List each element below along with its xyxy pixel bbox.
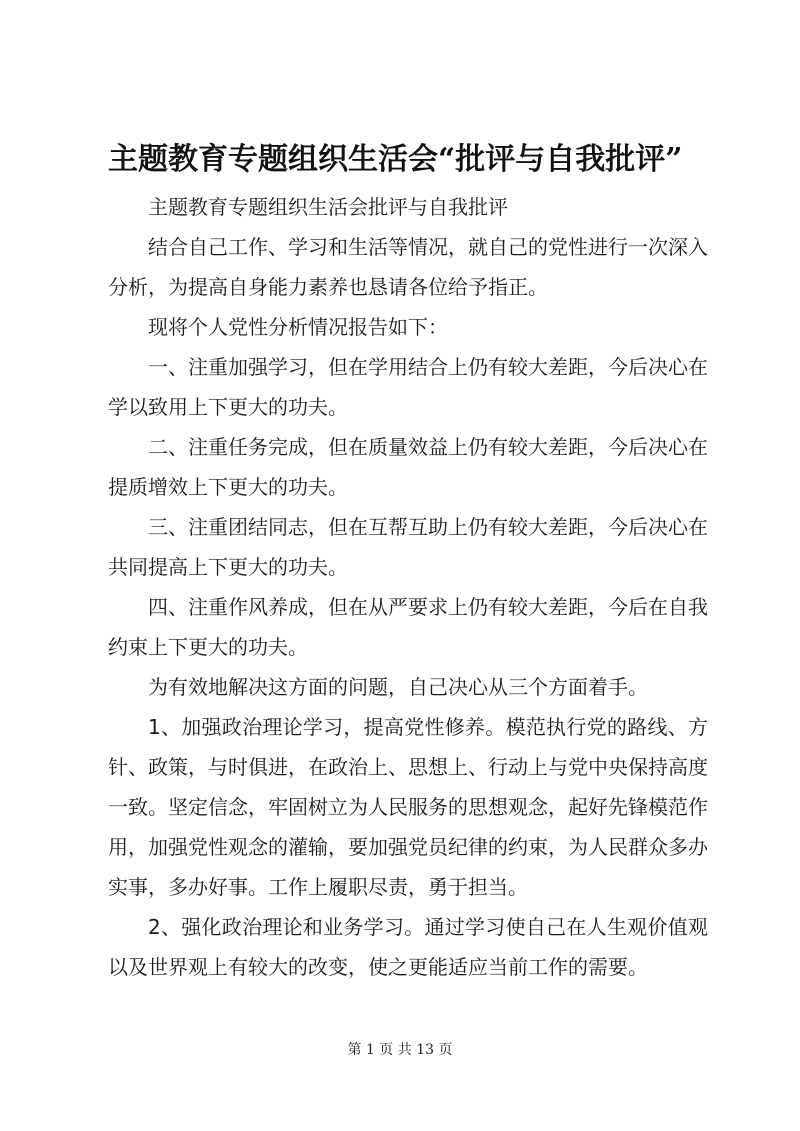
document-title: 主题教育专题组织生活会“批评与自我批评”	[108, 142, 683, 177]
paragraph-resolution: 为有效地解决这方面的问题，自己决心从三个方面着手。	[148, 675, 648, 699]
paragraph-point-4: 四、注重作风养成，但在从严要求上仍有较大差距，今后在自我约束上下更大的功夫。	[108, 595, 708, 659]
page-number-footer: 第 1 页 共 13 页	[347, 1042, 453, 1058]
paragraph-point-2: 二、注重任务完成，但在质量效益上仍有较大差距，今后决心在提质增效上下更大的功夫。	[108, 435, 708, 499]
paragraph-intro: 结合自己工作、学习和生活等情况，就自己的党性进行一次深入分析，为提高自身能力素养也恳请各位给予指正。	[108, 235, 708, 299]
paragraph-point-1: 一、注重加强学习，但在学用结合上仍有较大差距，今后决心在学以致用上下更大的功夫。	[108, 355, 708, 419]
paragraph-subtitle: 主题教育专题组织生活会批评与自我批评	[148, 195, 508, 219]
document-body	[108, 187, 708, 987]
paragraph-measure-2: 2、强化政治理论和业务学习。通过学习使自己在人生观价值观以及世界观上有较大的改变，使之更能适应当前工作的需要。	[108, 915, 708, 979]
paragraph-measure-1: 1、加强政治理论学习，提高党性修养。模范执行党的路线、方针、政策，与时俱进，在政治上、思想上、行动上与党中央保持高度一致。坚定信念，牢固树立为人民服务的思想观念，起好先锋模范作用，加强党性观念的灌输，要加强党员纪律的约束，为人民群众多办实事，多办好事。工作上履职尽责，勇于担当。	[108, 715, 708, 899]
paragraph-point-3: 三、注重团结同志，但在互帮互助上仍有较大差距，今后决心在共同提高上下更大的功夫。	[108, 515, 708, 579]
paragraph-report-lead: 现将个人党性分析情况报告如下：	[148, 315, 448, 339]
